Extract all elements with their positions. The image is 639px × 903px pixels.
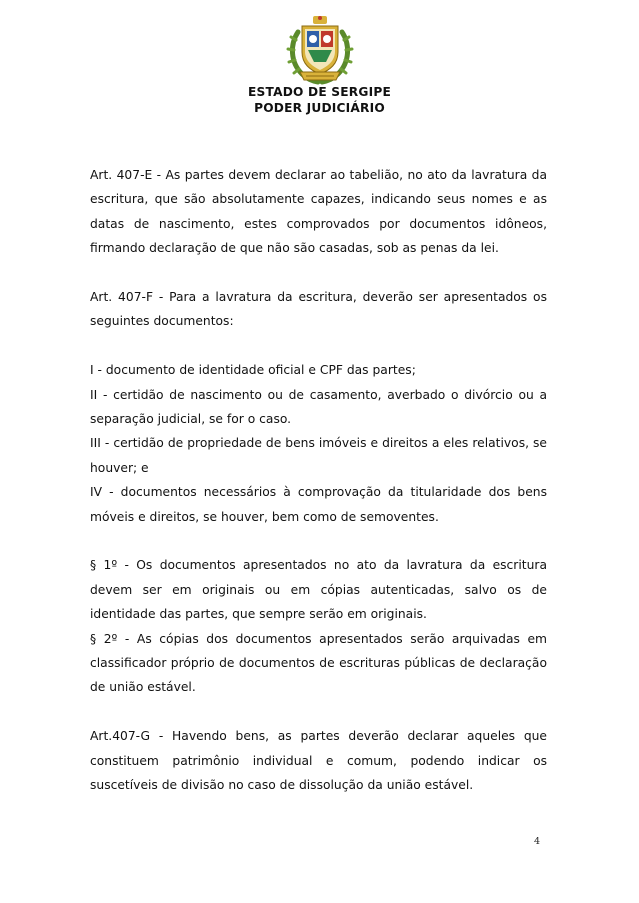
article-407-e: Art. 407-E - As partes devem declarar ao tabelião, no ato da lavratura da escritura, que são absolutamente capazes, indicando seus nomes e as datas de nascimento, estes comprovados por documentos idôneos, firmando declaração de que não são casadas, sob as penas da lei.: [90, 168, 547, 256]
document-body: [90, 163, 547, 798]
section-paragraph-2: § 2º - As cópias dos documentos apresentados serão arquivadas em classificador próprio de documentos de escrituras públicas de declaração de união estável.: [90, 631, 547, 695]
article-407-g: Art.407-G - Havendo bens, as partes deverão declarar aqueles que constituem patrimônio individual e comum, podendo indicar os suscetíveis de divisão no caso de dissolução da união estável.: [90, 729, 547, 793]
header-state: ESTADO DE SERGIPE: [248, 85, 391, 99]
paragraph-spacer: [90, 334, 547, 358]
list-item-iii: III - certidão de propriedade de bens imóveis e direitos a eles relativos, se houver; e: [90, 436, 547, 475]
paragraph-spacer: [90, 529, 547, 553]
header-branch: PODER JUDICIÁRIO: [254, 101, 385, 115]
document-header: [0, 84, 639, 116]
list-item-ii: II - certidão de nascimento ou de casamento, averbado o divórcio ou a separação judicial, se for o caso.: [90, 387, 547, 427]
list-item-i: I - documento de identidade oficial e CPF das partes;: [90, 363, 416, 378]
list-item-iv: IV - documentos necessários à comprovação da titularidade dos bens móveis e direitos, se houver, bem como de semoventes.: [90, 485, 547, 524]
section-paragraph-1: § 1º - Os documentos apresentados no ato da lavratura da escritura devem ser em originais ou em cópias autenticadas, salvo os de identidade das partes, que sempre serão em originais.: [90, 558, 547, 622]
page-number: 4: [534, 836, 541, 847]
coat-of-arms-icon: [286, 14, 354, 86]
paragraph-spacer: [90, 700, 547, 724]
article-407-f: Art. 407-F - Para a lavratura da escritura, deverão ser apresentados os seguintes documentos:: [90, 290, 547, 329]
paragraph-spacer: [90, 261, 547, 285]
